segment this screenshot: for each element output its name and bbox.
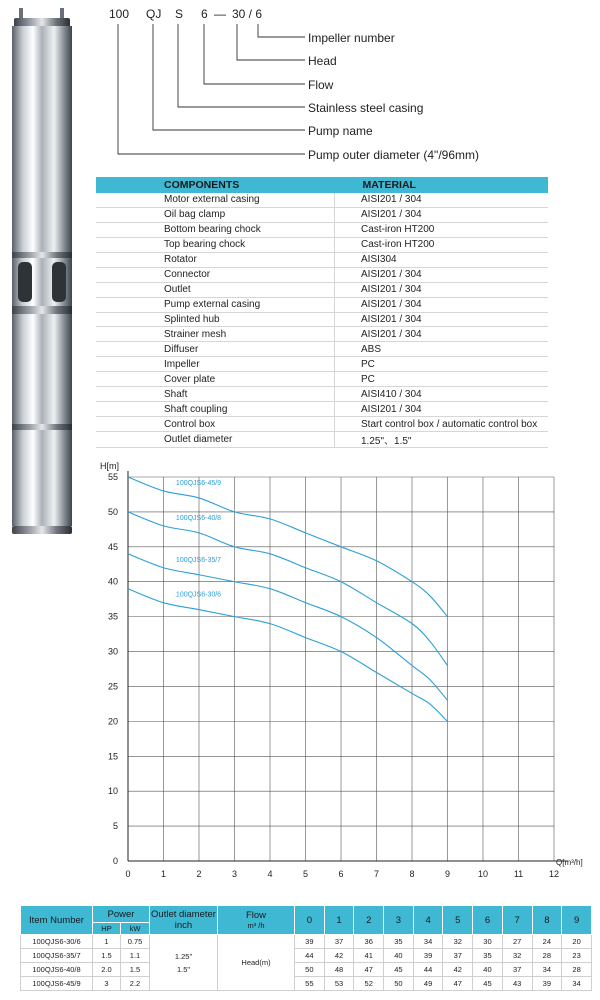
component-material: AISI410 / 304	[335, 387, 549, 402]
flow-value-header: 4	[413, 906, 443, 935]
component-name: Connector	[96, 267, 335, 282]
head-value-cell: 34	[532, 963, 562, 977]
component-name: Strainer mesh	[96, 327, 335, 342]
head-value-cell: 30	[473, 935, 503, 949]
component-row	[96, 207, 548, 222]
head-value-cell: 42	[443, 963, 473, 977]
head-value-cell: 43	[502, 977, 532, 991]
component-name: Control box	[96, 417, 335, 432]
code-diameter: 100	[109, 7, 130, 21]
label-impeller-number: Impeller number	[308, 31, 395, 45]
components-header-row	[96, 177, 548, 193]
hp-header: HP	[93, 923, 121, 935]
label-pump-name: Pump name	[308, 124, 373, 138]
head-value-cell: 47	[443, 977, 473, 991]
label-flow: Flow	[308, 78, 334, 92]
kw-cell: 2.2	[121, 977, 150, 991]
y-tick-label: 50	[107, 506, 118, 517]
component-row	[96, 267, 548, 282]
item-number-cell: 100QJS6-35/7	[21, 949, 93, 963]
y-tick-label: 45	[107, 541, 118, 552]
component-material: AISI201 / 304	[335, 297, 549, 312]
x-tick-label: 5	[302, 869, 309, 879]
head-value-cell: 42	[324, 949, 354, 963]
component-material: Cast-iron HT200	[335, 237, 549, 252]
component-material: AISI201 / 304	[335, 327, 549, 342]
head-value-cell: 28	[532, 949, 562, 963]
head-value-cell: 39	[295, 935, 325, 949]
head-value-cell: 50	[295, 963, 325, 977]
head-value-cell: 39	[532, 977, 562, 991]
component-name: Shaft coupling	[96, 402, 335, 417]
component-material: 1.25"、1.5"	[335, 432, 549, 448]
component-name: Motor external casing	[96, 193, 335, 207]
component-material: Start control box / automatic control box	[335, 417, 549, 432]
component-row	[96, 222, 548, 237]
component-name: Cover plate	[96, 372, 335, 387]
label-head: Head	[308, 54, 337, 68]
y-tick-label: 40	[107, 576, 118, 587]
x-tick-label: 12	[548, 869, 560, 879]
component-name: Impeller	[96, 357, 335, 372]
x-axis-label: Q[m³/h]	[556, 858, 583, 867]
head-value-cell: 45	[384, 963, 414, 977]
item-number-cell: 100QJS6-40/8	[21, 963, 93, 977]
x-tick-label: 0	[125, 869, 131, 879]
component-row	[96, 282, 548, 297]
head-value-cell: 44	[295, 949, 325, 963]
head-value-cell: 36	[354, 935, 384, 949]
component-row	[96, 327, 548, 342]
x-tick-label: 9	[444, 869, 451, 879]
component-material: AISI304	[335, 252, 549, 267]
head-value-cell: 37	[502, 963, 532, 977]
table-row	[21, 963, 592, 977]
component-row	[96, 237, 548, 252]
kw-cell: 0.75	[121, 935, 150, 949]
component-row	[96, 402, 548, 417]
y-tick-label: 10	[107, 786, 118, 797]
head-value-cell: 50	[384, 977, 414, 991]
head-value-cell: 40	[384, 949, 414, 963]
item-number-cell: 100QJS6-45/9	[21, 977, 93, 991]
head-value-cell: 41	[354, 949, 384, 963]
flow-value-header: 5	[443, 906, 473, 935]
x-tick-label: 11	[513, 869, 524, 879]
code-flow: 6	[201, 7, 208, 21]
outlet-value: 1.5"	[176, 964, 191, 974]
y-axis-label: H[m]	[100, 461, 119, 471]
kw-cell: 1.1	[121, 949, 150, 963]
x-tick-label: 3	[231, 869, 238, 879]
hp-cell: 3	[93, 977, 121, 991]
head-value-cell: 53	[324, 977, 354, 991]
head-value-cell: 45	[473, 977, 503, 991]
component-material: AISI201 / 304	[335, 402, 549, 417]
component-row	[96, 417, 548, 432]
hp-cell: 1.5	[93, 949, 121, 963]
flow-header-label: Flow	[245, 910, 267, 921]
head-value-cell: 24	[532, 935, 562, 949]
flow-value-header: 8	[532, 906, 562, 935]
head-value-cell: 49	[413, 977, 443, 991]
head-value-cell: 32	[502, 949, 532, 963]
x-tick-label: 2	[196, 869, 202, 879]
flow-value-header: 3	[384, 906, 414, 935]
component-material: AISI201 / 304	[335, 207, 549, 222]
component-material: Cast-iron HT200	[335, 222, 549, 237]
head-value-cell: 55	[295, 977, 325, 991]
head-value-cell: 35	[473, 949, 503, 963]
head-value-cell: 28	[562, 963, 592, 977]
component-row	[96, 432, 548, 448]
components-header: COMPONENTS	[96, 177, 335, 193]
table-row	[21, 949, 592, 963]
code-leader-lines	[0, 0, 600, 170]
performance-curve-chart	[90, 455, 600, 890]
head-value-cell: 34	[413, 935, 443, 949]
label-casing: Stainless steel casing	[308, 101, 424, 115]
component-name: Shaft	[96, 387, 335, 402]
series-label: 100QJS6-35/7	[175, 556, 222, 564]
item-number-cell: 100QJS6-30/6	[21, 935, 93, 949]
flow-header	[218, 906, 295, 935]
flow-value-header: 7	[502, 906, 532, 935]
x-tick-label: 8	[409, 869, 415, 879]
head-value-cell: 35	[384, 935, 414, 949]
head-value-cell: 40	[473, 963, 503, 977]
x-tick-label: 10	[477, 869, 489, 879]
y-tick-label: 5	[112, 821, 118, 832]
component-row	[96, 357, 548, 372]
component-material: AISI201 / 304	[335, 267, 549, 282]
x-tick-label: 1	[160, 869, 167, 879]
component-material: ABS	[335, 342, 549, 357]
table-row	[21, 935, 592, 949]
component-name: Pump external casing	[96, 297, 335, 312]
series-line	[128, 512, 448, 666]
head-value-cell: 27	[502, 935, 532, 949]
component-row	[96, 252, 548, 267]
series-label: 100QJS6-40/8	[175, 514, 222, 522]
power-header: Power	[93, 906, 150, 923]
component-name: Splinted hub	[96, 312, 335, 327]
head-value-cell: 20	[562, 935, 592, 949]
component-material: AISI201 / 304	[335, 282, 549, 297]
flow-header-unit: m³ /h	[247, 921, 265, 930]
y-tick-label: 20	[107, 716, 118, 727]
component-material: PC	[335, 372, 549, 387]
component-material: PC	[335, 357, 549, 372]
component-name: Outlet	[96, 282, 335, 297]
kw-header: kW	[121, 923, 150, 935]
y-tick-label: 35	[107, 611, 118, 622]
components-table	[96, 177, 548, 448]
x-tick-label: 6	[338, 869, 344, 879]
code-pump-name: QJ	[146, 7, 162, 21]
component-row	[96, 342, 548, 357]
performance-table	[20, 905, 592, 991]
series-label: 100QJS6-30/6	[175, 591, 222, 599]
flow-value-header: 2	[354, 906, 384, 935]
component-row	[96, 387, 548, 402]
material-header: MATERIAL	[335, 177, 549, 193]
head-value-cell: 44	[413, 963, 443, 977]
head-value-cell: 23	[562, 949, 592, 963]
y-tick-label: 55	[107, 472, 118, 482]
head-value-cell: 47	[354, 963, 384, 977]
x-tick-label: 7	[373, 869, 380, 879]
component-row	[96, 372, 548, 387]
component-material: AISI201 / 304	[335, 312, 549, 327]
head-value-cell: 34	[562, 977, 592, 991]
x-tick-label: 4	[267, 869, 273, 879]
table-row	[21, 977, 592, 991]
hp-cell: 2.0	[93, 963, 121, 977]
flow-value-header: 0	[295, 906, 325, 935]
y-tick-label: 15	[107, 751, 118, 762]
component-row	[96, 193, 548, 207]
item-number-header: Item Number	[21, 906, 93, 935]
head-label-cell: Head(m)	[218, 935, 295, 991]
head-value-cell: 37	[443, 949, 473, 963]
y-tick-label: 25	[107, 681, 118, 692]
flow-value-header: 9	[562, 906, 592, 935]
flow-value-header: 6	[473, 906, 503, 935]
component-name: Oil bag clamp	[96, 207, 335, 222]
series-label: 100QJS6-45/9	[175, 479, 222, 487]
kw-cell: 1.5	[121, 963, 150, 977]
series-line	[128, 554, 448, 701]
outlet-diameter-cell	[150, 935, 218, 991]
component-name: Top bearing chock	[96, 237, 335, 252]
component-name: Bottom bearing chock	[96, 222, 335, 237]
outlet-diameter-header: Outlet diameter inch	[150, 906, 218, 935]
component-material: AISI201 / 304	[335, 193, 549, 207]
code-casing: S	[175, 7, 184, 21]
flow-value-header: 1	[324, 906, 354, 935]
head-value-cell: 48	[324, 963, 354, 977]
head-value-cell: 32	[443, 935, 473, 949]
component-name: Diffuser	[96, 342, 335, 357]
component-name: Rotator	[96, 252, 335, 267]
code-dash: —	[214, 7, 226, 21]
label-outer-diameter: Pump outer diameter (4"/96mm)	[308, 148, 479, 162]
component-row	[96, 297, 548, 312]
hp-cell: 1	[93, 935, 121, 949]
component-row	[96, 312, 548, 327]
code-head-impeller: 30 / 6	[232, 7, 263, 21]
y-tick-label: 30	[107, 646, 118, 657]
head-value-cell: 39	[413, 949, 443, 963]
head-value-cell: 37	[324, 935, 354, 949]
outlet-value: 1.25"	[174, 951, 193, 961]
head-value-cell: 52	[354, 977, 384, 991]
y-tick-label: 0	[112, 856, 118, 866]
component-name: Outlet diameter	[96, 432, 335, 448]
